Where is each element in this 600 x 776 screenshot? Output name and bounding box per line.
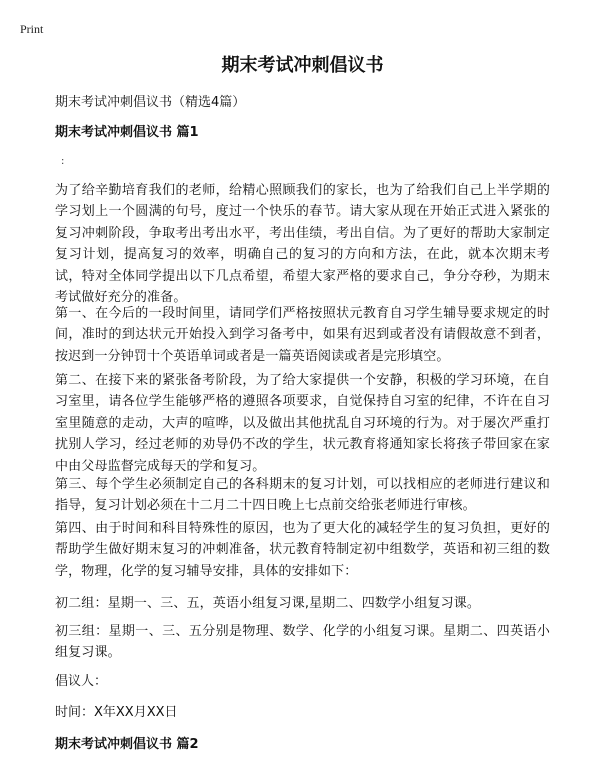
paragraph-second: 第二、在接下来的紧张备考阶段，为了给大家提供一个安静，积极的学习环境，在自习室里，请各位学生能够严格的遵照各项要求，自觉保持自习室的纪律，不许在自习室里随意的走动，大声的喧哗，以及做出其他扰乱自习环境的行为。对于屡次严重打扰别人学习，经过老师的劝导仍不改的学生，状元教育将通知家长将孩子带回家在家中由父母监督完成每天的学和复习。 bbox=[55, 373, 550, 474]
paragraph-intro: 为了给辛勤培育我们的老师，给精心照顾我们的家长，也为了给我们自己上半学期的学习划上一个圆满的句号，度过一个快乐的春节。请大家从现在开始正式进入紧张的复习冲刺阶段，争取考出考出水平，考出佳绩，考出自信。为了更好的帮助大家制定复习计划，提高复习的效率，明确自己的复习的方向和方法，在此，就本次期末考试，特对全体同学提出以下几点希望，希望大家严格的要求自己，争分夺秒，为期末考试做好充分的准备。 bbox=[55, 183, 550, 306]
page-title: 期末考试冲刺倡议书 bbox=[221, 55, 384, 76]
paragraph-grade-two: 初二组：星期一、三、五，英语小组复习课,星期二、四数学小组复习课。 bbox=[55, 596, 481, 611]
initiator-label: 倡议人： bbox=[55, 674, 108, 689]
paragraph-fourth: 第四、由于时间和科目特殊性的原因，也为了更大化的减轻学生的复习负担，更好的帮助学生做好期末复习的冲刺准备，状元教育特制定初中组数学，英语和初三组的数学，物理，化学的复习辅导安排，具体的安排如下： bbox=[55, 521, 550, 579]
section-heading-1: 期末考试冲刺倡议书 篇1 bbox=[55, 125, 199, 140]
bullet-marker: : bbox=[61, 156, 65, 167]
document-subtitle: 期末考试冲刺倡议书（精选4篇） bbox=[55, 95, 246, 110]
paragraph-third: 第三、每个学生必须制定自己的各科期末的复习计划，可以找相应的老师进行建议和指导，复习计划必须在十二月二十四日晚上七点前交给张老师进行审核。 bbox=[55, 477, 550, 514]
paragraph-first: 第一、在今后的一段时间里，请同学们严格按照状元教育自习学生辅导要求规定的时间，准时的到达状元开始投入到学习备考中，如果有迟到或者没有请假故意不到者，按迟到一分钟罚十个英语单词或者是一篇英语阅读或者是完形填空。 bbox=[55, 306, 550, 364]
print-link[interactable]: Print bbox=[20, 22, 44, 36]
date-line: 时间：X年XX月XX日 bbox=[55, 705, 178, 720]
section-heading-2: 期末考试冲刺倡议书 篇2 bbox=[55, 737, 199, 752]
paragraph-grade-three: 初三组：星期一、三、五分别是物理、数学、化学的小组复习课。星期二、四英语小组复习课。 bbox=[55, 624, 550, 661]
